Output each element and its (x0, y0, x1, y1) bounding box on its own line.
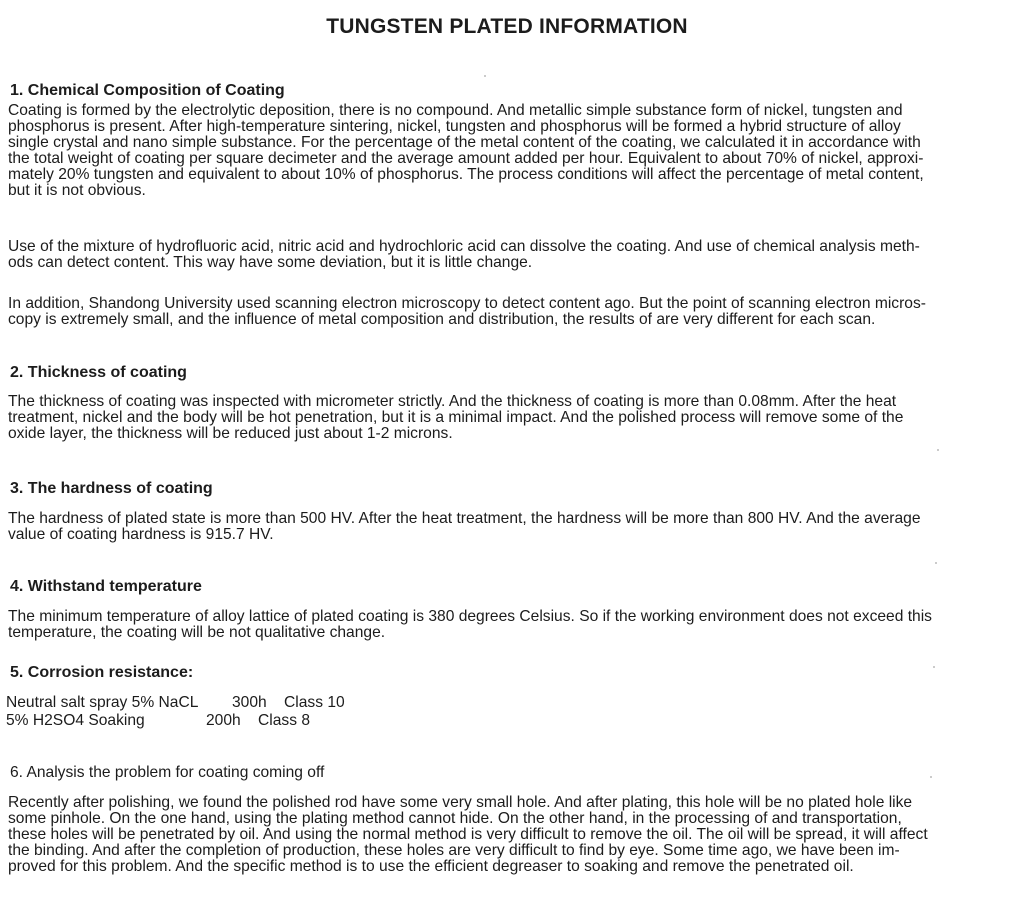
section-1-heading: 1. Chemical Composition of Coating (10, 82, 285, 99)
text-line: Use of the mixture of hydrofluoric acid, nitric acid and hydrochloric acid can dissolve the coating. And use of chemical analysis meth- (8, 239, 920, 255)
text-line: phosphorus is present. After high-temperature sintering, nickel, tungsten and phosphorus will be formed a hybrid structure of alloy (8, 119, 901, 135)
text-line: but it is not obvious. (8, 183, 146, 199)
text-line: proved for this problem. And the specific method is to use the efficient degreaser to soaking and remove the penetrated oil. (8, 859, 854, 875)
corrosion-test-duration: 200h (206, 712, 241, 729)
section-1-paragraph-1 (8, 103, 1008, 199)
corrosion-row-h2so4 (6, 712, 310, 730)
scan-speck (930, 776, 932, 778)
corrosion-test-name: Neutral salt spray 5% NaCL (6, 694, 199, 711)
text-line: value of coating hardness is 915.7 HV. (8, 527, 274, 543)
text-line: these holes will be penetrated by oil. And using the normal method is very difficult to remove the oil. The oil will be spread, it will affect (8, 827, 928, 843)
section-2-paragraph (8, 394, 1008, 442)
text-line: The hardness of plated state is more than 500 HV. After the heat treatment, the hardness will be more than 800 HV. And the average (8, 511, 921, 527)
text-line: the binding. And after the completion of production, these holes are very difficult to find by eye. Some time ago, we have been im- (8, 843, 900, 859)
document-title: TUNGSTEN PLATED INFORMATION (326, 15, 688, 38)
section-4-heading: 4. Withstand temperature (10, 578, 202, 595)
text-line: In addition, Shandong University used scanning electron microscopy to detect content ago. But the point of scanning electron micros- (8, 296, 926, 312)
section-4-paragraph (8, 609, 1008, 641)
text-line: The minimum temperature of alloy lattice of plated coating is 380 degrees Celsius. So if the working environment does not exceed this (8, 609, 932, 625)
corrosion-test-duration: 300h (232, 694, 267, 711)
text-line: The thickness of coating was inspected with micrometer strictly. And the thickness of coating is more than 0.08mm. After the heat (8, 394, 897, 410)
text-line: copy is extremely small, and the influence of metal composition and distribution, the results of are very different for each scan. (8, 312, 876, 328)
text-line: treatment, nickel and the body will be hot penetration, but it is a minimal impact. And the polished process will remove some of the (8, 410, 904, 426)
section-6-heading: 6. Analysis the problem for coating coming off (10, 764, 325, 781)
text-line: mately 20% tungsten and equivalent to about 10% of phosphorus. The process conditions will affect the percentage of metal content, (8, 167, 924, 183)
corrosion-test-name: 5% H2SO4 Soaking (6, 712, 145, 729)
corrosion-test-grade: Class 10 (284, 694, 345, 711)
text-line: temperature, the coating will be not qualitative change. (8, 625, 386, 641)
scan-speck (935, 562, 937, 564)
text-line: ods can detect content. This way have some deviation, but it is little change. (8, 255, 533, 271)
section-3-heading: 3. The hardness of coating (10, 480, 213, 497)
section-5-heading: 5. Corrosion resistance: (10, 664, 194, 681)
text-line: Coating is formed by the electrolytic deposition, there is no compound. And metallic simple substance form of nickel, tungsten and (8, 103, 903, 119)
scan-speck (937, 449, 939, 451)
scan-speck (933, 666, 935, 668)
section-1-paragraph-3 (8, 296, 1008, 328)
text-line: oxide layer, the thickness will be reduced just about 1-2 microns. (8, 426, 453, 442)
scan-speck (484, 75, 486, 77)
text-line: Recently after polishing, we found the polished rod have some very small hole. And after plating, this hole will be no plated hole like (8, 795, 913, 811)
corrosion-row-salt-spray (6, 694, 345, 712)
text-line: the total weight of coating per square decimeter and the average amount added per hour. Equivalent to about 70% of nickel, approxi- (8, 151, 924, 167)
corrosion-test-grade: Class 8 (258, 712, 310, 729)
section-2-heading: 2. Thickness of coating (10, 364, 187, 381)
section-6-paragraph (8, 795, 1008, 875)
section-1-paragraph-2 (8, 239, 1008, 271)
text-line: single crystal and nano simple substance. For the percentage of the metal content of the coating, we calculated it in accordance with (8, 135, 921, 151)
section-3-paragraph (8, 511, 1008, 543)
text-line: some pinhole. On the one hand, using the plating method cannot hide. On the other hand, in the processing of and transportation, (8, 811, 902, 827)
